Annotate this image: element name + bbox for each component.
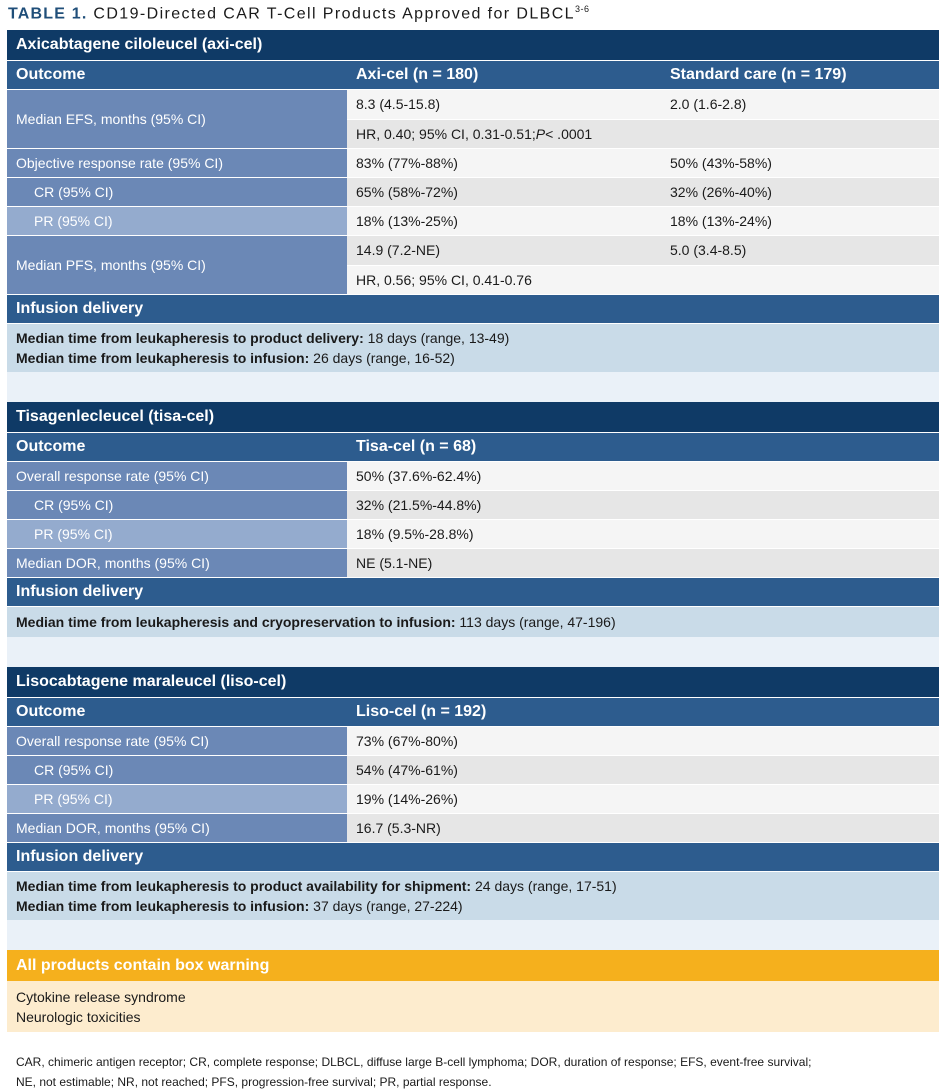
axicel-cr-row [7,178,939,207]
lisocel-dor-v1: 16.7 (5.3-NR) [356,820,441,836]
table-title-text: CD19-Directed CAR T-Cell Products Approved for DLBCL [93,5,575,23]
axicel-cr-v1: 65% (58%-72%) [356,184,458,200]
lisocel-dor-row [7,814,939,843]
lisocel-orr-label: Overall response rate (95% CI) [7,727,347,755]
tisacel-cr-v1: 32% (21.5%-44.8%) [356,497,482,513]
lisocel-cr-row [7,756,939,785]
tisacel-pr-label: PR (95% CI) [7,520,347,548]
section-tisacel [7,402,939,433]
axicel-pr-v1: 18% (13%-25%) [356,213,458,229]
lisocel-header-lisocel: Liso-cel (n = 192) [356,703,487,720]
lisocel-pr-label: PR (95% CI) [7,785,347,813]
section-tisacel-title: Tisagenlecleucel (tisa-cel) [16,408,215,425]
axicel-efs-v1: 8.3 (4.5-15.8) [356,96,441,113]
axicel-infusion-line2: Median time from leukapheresis to infusion: 26 days (range, 16-52) [16,350,455,366]
axicel-pfs-label: Median PFS, months (95% CI) [7,236,347,294]
box-warning-body [7,981,939,1032]
tisacel-dor-v1: NE (5.1-NE) [356,555,433,571]
lisocel-infusion-title: Infusion delivery [16,848,144,865]
table-label: TABLE 1. [8,5,88,23]
lisocel-dor-label: Median DOR, months (95% CI) [7,814,347,842]
lisocel-pr-row [7,785,939,814]
axicel-efs-v2: 2.0 (1.6-2.8) [670,96,747,113]
tisacel-header-tisacel: Tisa-cel (n = 68) [356,438,477,455]
axicel-pr-label: PR (95% CI) [7,207,347,235]
footnote-line2: NE, not estimable; NR, not reached; PFS, progression-free survival; PR, partial response. [16,1075,492,1089]
section-axicel [7,30,939,61]
axicel-orr-label: Objective response rate (95% CI) [7,149,347,177]
axicel-header-row [7,61,939,90]
lisocel-header-outcome: Outcome [16,703,86,720]
axicel-efs-row [7,90,939,149]
tisacel-dor-row [7,549,939,578]
tisacel-infusion-header [7,578,939,607]
axicel-infusion-header [7,295,939,324]
section-gap [7,920,939,950]
tisacel-pr-row [7,520,939,549]
section-lisocel [7,667,939,698]
tisacel-infusion-title: Infusion delivery [16,583,144,600]
box-warning-header [7,950,939,981]
tisacel-header-row [7,433,939,462]
tisacel-dor-label: Median DOR, months (95% CI) [7,549,347,577]
lisocel-pr-v1: 19% (14%-26%) [356,791,458,807]
tisacel-header-outcome: Outcome [16,438,86,455]
cart-table [7,30,939,1032]
lisocel-cr-label: CR (95% CI) [7,756,347,784]
axicel-orr-v2: 50% (43%-58%) [670,155,772,171]
footnote [16,1052,936,1092]
lisocel-orr-v1: 73% (67%-80%) [356,733,458,749]
axicel-header-standard: Standard care (n = 179) [670,66,847,83]
footnote-line1: CAR, chimeric antigen receptor; CR, complete response; DLBCL, diffuse large B-cell lymphoma; DOR, duration of response; EFS, event-free survival; [16,1055,812,1069]
lisocel-cr-v1: 54% (47%-61%) [356,762,458,778]
axicel-pr-row [7,207,939,236]
table-title [8,4,589,23]
axicel-infusion-body [7,324,939,372]
tisacel-orr-label: Overall response rate (95% CI) [7,462,347,490]
axicel-pr-v2: 18% (13%-24%) [670,213,772,229]
tisacel-infusion-body [7,607,939,637]
tisacel-cr-row [7,491,939,520]
section-gap [7,637,939,667]
lisocel-infusion-line2: Median time from leukapheresis to infusion: 37 days (range, 27-224) [16,898,463,914]
lisocel-orr-row [7,727,939,756]
lisocel-infusion-body [7,872,939,920]
section-axicel-title: Axicabtagene ciloleucel (axi-cel) [16,36,263,53]
axicel-pfs-hr: HR, 0.56; 95% CI, 0.41-0.76 [356,271,532,288]
axicel-efs-hr: HR, 0.40; 95% CI, 0.31-0.51; P < .0001 [356,125,593,142]
tisacel-pr-v1: 18% (9.5%-28.8%) [356,526,474,542]
tisacel-orr-row [7,462,939,491]
axicel-orr-row [7,149,939,178]
box-warning-title: All products contain box warning [16,956,270,974]
lisocel-infusion-header [7,843,939,872]
axicel-pfs-row [7,236,939,295]
axicel-header-axicel: Axi-cel (n = 180) [356,66,479,83]
axicel-cr-label: CR (95% CI) [7,178,347,206]
lisocel-infusion-line1: Median time from leukapheresis to product availability for shipment: 24 days (range, 17-51) [16,878,617,894]
tisacel-orr-v1: 50% (37.6%-62.4%) [356,468,482,484]
box-warning-item: Neurologic toxicities [16,1008,141,1025]
lisocel-header-row [7,698,939,727]
tisacel-infusion-line1: Median time from leukapheresis and cryopreservation to infusion: 113 days (range, 47-196) [16,614,616,630]
axicel-infusion-line1: Median time from leukapheresis to product delivery: 18 days (range, 13-49) [16,330,510,346]
axicel-orr-v1: 83% (77%-88%) [356,155,458,171]
axicel-header-outcome: Outcome [16,66,86,83]
section-lisocel-title: Lisocabtagene maraleucel (liso-cel) [16,673,287,690]
axicel-pfs-v1: 14.9 (7.2-NE) [356,242,441,259]
axicel-infusion-title: Infusion delivery [16,300,144,317]
section-gap [7,372,939,402]
axicel-efs-label: Median EFS, months (95% CI) [7,90,347,148]
table-title-refs: 3-6 [574,4,590,14]
axicel-cr-v2: 32% (26%-40%) [670,184,772,200]
box-warning-item: Cytokine release syndrome [16,988,186,1005]
tisacel-cr-label: CR (95% CI) [7,491,347,519]
axicel-pfs-v2: 5.0 (3.4-8.5) [670,242,747,259]
